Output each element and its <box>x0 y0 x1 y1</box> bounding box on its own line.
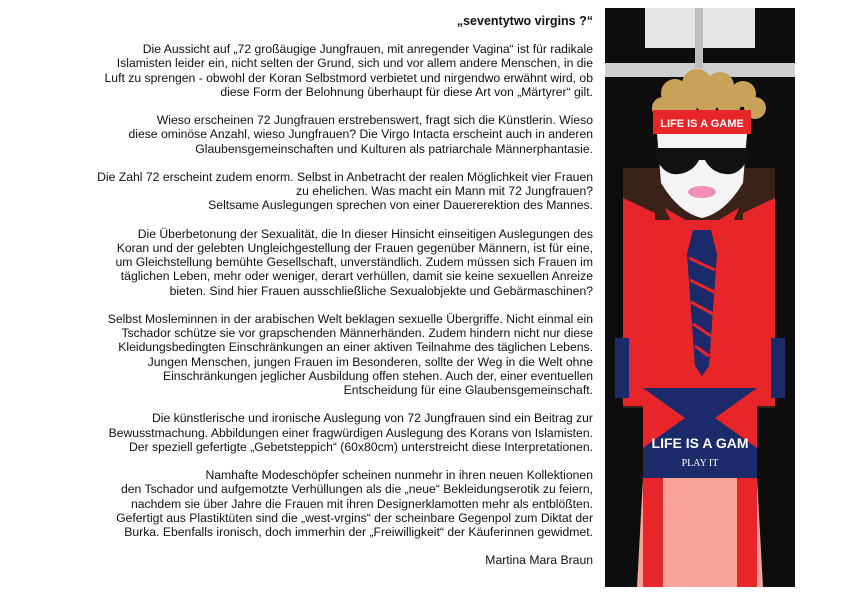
paragraph-6: Die künstlerische und ironische Auslegung von 72 Jungfrauen sind ein Beitrag zur Bewusstmachung. Abbildungen einer fragwürdigen Auslegung des Korans von Islamisten. Der speziell gefertigte „Gebetsteppich“ (60x80cm) unterstreicht diese Interpretationen. <box>108 411 593 454</box>
headband-text: LIFE IS A GAME <box>660 118 744 130</box>
document-title: „seventytwo virgins ?“ <box>456 14 593 28</box>
plastic-bag-figure <box>605 8 795 587</box>
left-arm <box>615 338 629 398</box>
paragraph-3: Die Zahl 72 erscheint zudem enorm. Selbst in Anbetracht der realen Möglichkeit vier Frauen zu ehelichen. Was macht ein Mann mit 72 Jungfrauen? Seltsame Auslegungen sprechen von einer Dauererektion des Mannes. <box>97 170 593 213</box>
bag-text: LIFE IS A GAM <box>651 435 749 451</box>
paragraph-4: Die Überbetonung der Sexualität, die In dieser Hinsicht einseitigen Auslegungen des Koran und der gelebten Ungleichgestellung der Frauen gegenüber Männern, ist für eine, um Gleichstellung bemühte Gesellschaft, unverständlich. Zudem müssen sich Frauen im täglichen Leben, mehr oder weniger, derart verhüllen, damit sie keine sexuellen Anreize bieten. Sind hier Frauen ausschließliche Sexualobjekte und Gebärmaschinen? <box>115 226 593 298</box>
hanging-wire <box>695 8 703 68</box>
artwork-photo <box>605 8 795 587</box>
skirt-left-band <box>643 478 663 587</box>
article-text <box>18 14 593 568</box>
paragraph-7: Namhafte Modeschöpfer scheinen nunmehr in ihren neuen Kollektionen den Tschador und aufgemotzte Verhüllungen als die „neue“ Bekleidungserotik zu feiern, nachdem sie über Jahre die Frauen mit ihren Designerklamotten mehr als entblößten. Gefertigt aus Plastiktüten sind die „west-vrgins“ der scheinbare Gegenpol zum Diktat der Burka. Ebenfalls ironisch, doch immerhin der „Freiwilligkeit“ der Käuferinnen gewidmet. <box>116 468 593 540</box>
skirt-right-band <box>737 478 757 587</box>
paragraph-5: Selbst Mosleminnen in der arabischen Welt beklagen sexuelle Übergriffe. Nicht einmal ein Tschador schütze sie vor grapschenden Männerhänden. Zudem hindern nicht nur diese Kleidungsbedingten Einschränkungen an einer aktiven Teilnahme des täglichen Lebens. Jungen Menschen, jungen Frauen im Besonderen, sollte der Weg in die Welt ohne Einschränkungen jeglicher Ausbildung offen stehen. Auch der, einer eventuellen Entscheidung für eine Glaubensgemeinschaft. <box>107 312 593 398</box>
author-name: Martina Mara Braun <box>485 553 593 568</box>
lips <box>688 186 716 198</box>
bag-subtext: PLAY IT <box>681 458 719 469</box>
right-sleeve <box>743 198 775 406</box>
paragraph-1: Die Aussicht auf „72 großäugige Jungfrauen, mit anregender Vagina“ ist für radikale Islamisten leider ein, nicht selten der Grund, sich und vor allem andere Menschen, in die Luft zu sprengen - obwohl der Koran Selbstmord verbietet und nirgendwo erwähnt wird, ob diese Form der Belohnung überhaupt für diese Art von „Märtyrer“ gilt. <box>104 42 593 99</box>
paragraph-2: Wieso erscheinen 72 Jungfrauen erstrebenswert, fragt sich die Künstlerin. Wieso diese ominöse Anzahl, wieso Jungfrauen? Die Virgo Intacta erscheint auch in anderen Glaubensgemeinschaften und Kulturen als patriarchale Männerphantasie. <box>128 113 593 156</box>
right-arm <box>771 338 785 398</box>
